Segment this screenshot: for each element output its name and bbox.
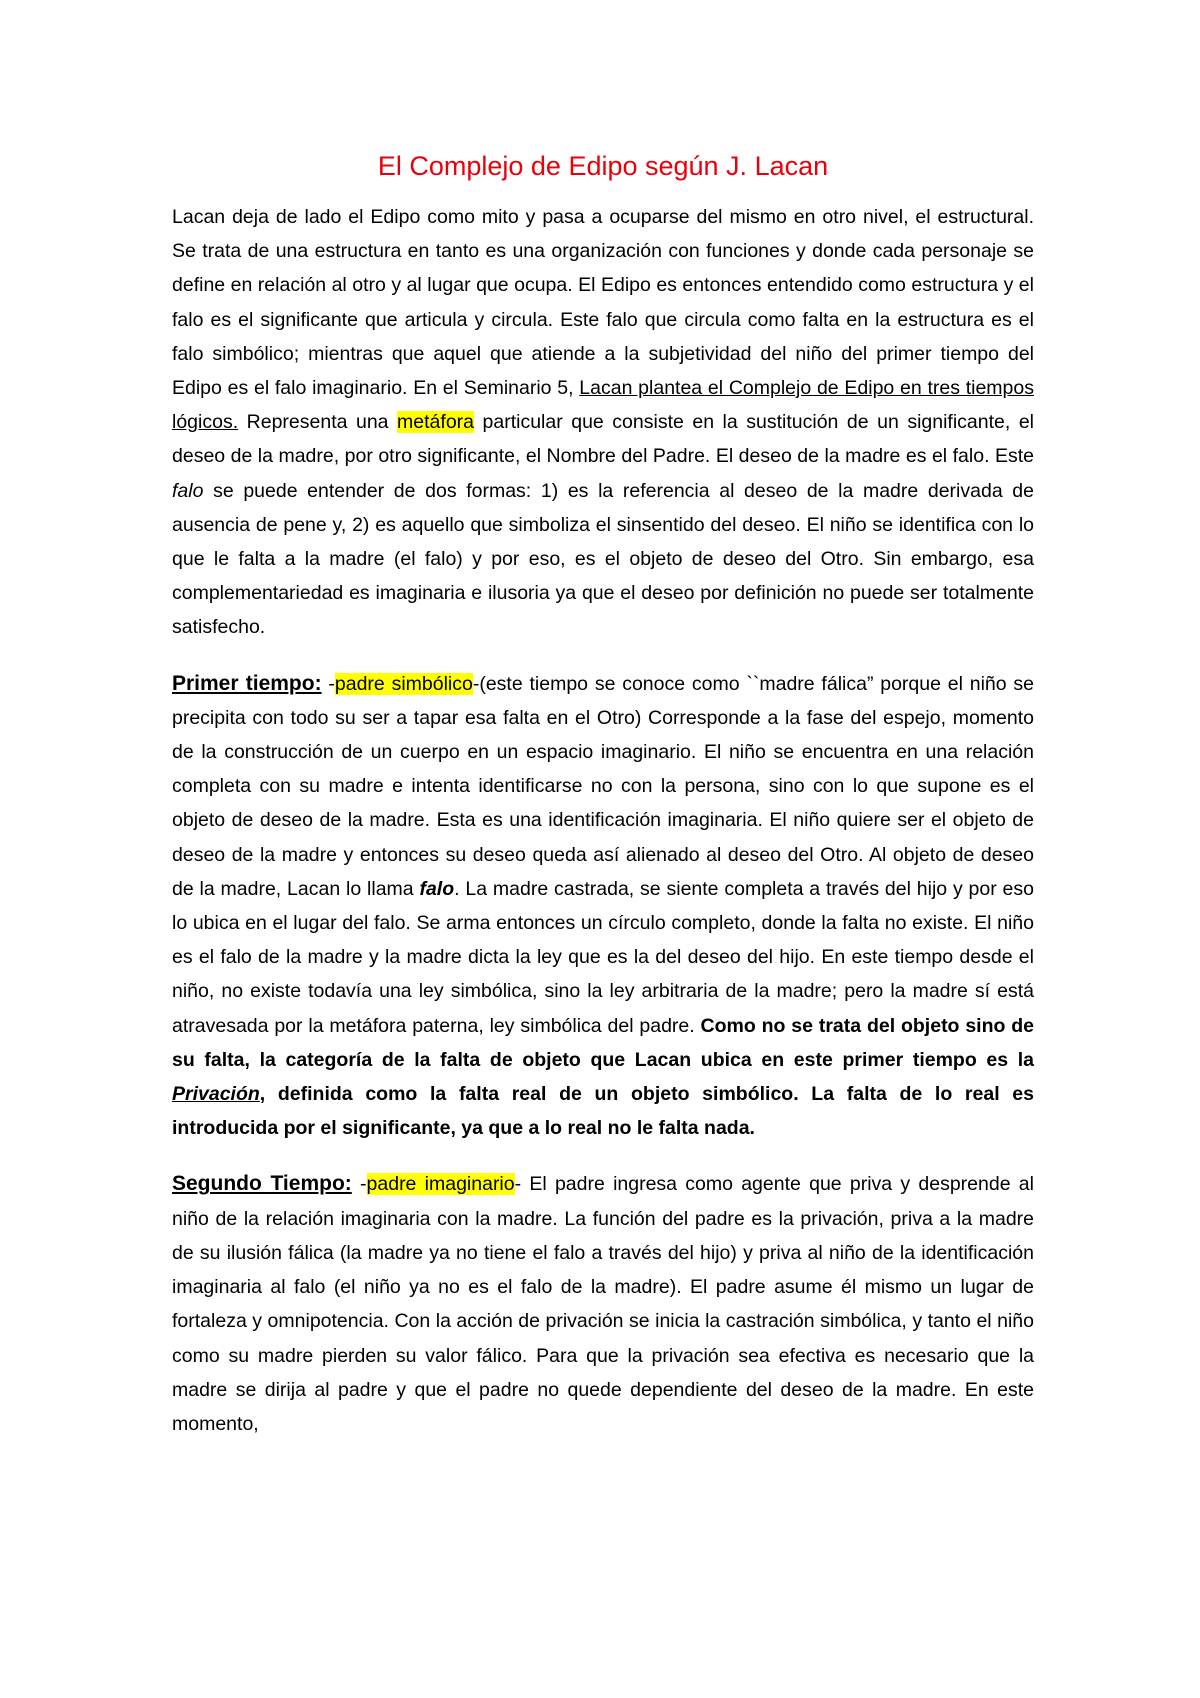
segundo-tiempo-heading: Segundo Tiempo: (172, 1172, 352, 1196)
intro-text-4: se puede entender de dos formas: 1) es la referencia al deseo de la madre derivada de ausencia de pene y, 2) es aquello que simboliza el sinsentido del deseo. El niño se identifica con lo que le falta a la madre (el falo) y por eso, es el objeto de deseo del Otro. Sin embargo, esa complementariedad es imaginaria e ilusoria ya que el deseo por definición no puede ser totalmente satisfecho. (172, 479, 1034, 639)
intro-underlined-text: Lacan plantea el Complejo de Edipo en tres tiempos lógicos. (172, 377, 1034, 434)
padre-imaginario-highlight: padre imaginario (366, 1173, 515, 1196)
paragraph-primer-tiempo (172, 667, 1034, 1146)
intro-text-1: Lacan deja de lado el Edipo como mito y pasa a ocuparse del mismo en otro nivel, el estructural. Se trata de una estructura en tanto es una organización con funciones y donde cada personaje se define en relación al otro y al lugar que ocupa. El Edipo es entonces entendido como estructura y el falo es el significante que articula y circula. Este falo que circula como falta en la estructura es el falo simbólico; mientras que aquel que atiende a la subjetividad del niño del primer tiempo del Edipo es el falo imaginario. En el Seminario 5, (172, 206, 1034, 400)
intro-text-3: particular que consiste en la sustitución de un significante, el deseo de la madre, por otro significante, el Nombre del Padre. El deseo de la madre es el falo. Este (172, 411, 1034, 468)
primer-tiempo-heading: Primer tiempo: (172, 671, 322, 695)
primer-tiempo-dash: - (321, 672, 335, 695)
falo-bold-italic: falo (419, 877, 455, 900)
document-title: El Complejo de Edipo según J. Lacan (377, 151, 829, 181)
paragraph-segundo-tiempo (172, 1167, 1034, 1441)
primer-tiempo-text-2: . La madre castrada, se siente completa a través del hijo y por eso lo ubica en el lugar del falo. Se arma entonces un círculo completo, donde la falta no existe. El niño es el falo de la madre y la madre dicta la ley que es la del deseo del hijo. En este tiempo desde el niño, no existe todavía una ley simbólica, sino la ley arbitraria de la madre; pero la madre sí está atravesada por la metáfora paterna, ley simbólica del padre. (172, 877, 1034, 1037)
intro-text-2: Representa una (238, 411, 398, 434)
paragraph-intro (172, 200, 1034, 645)
segundo-tiempo-text-1: - El padre ingresa como agente que priva y desprende al niño de la relación imaginaria con la madre. La función del padre es la privación, priva a la madre de su ilusión fálica (la madre ya no tiene el falo a través del hijo) y priva al niño de la identificación imaginaria al falo (el niño ya no es el falo de la madre). El padre asume él mismo un lugar de fortaleza y omnipotencia. Con la acción de privación se inicia la castración simbólica, y tanto el niño como su madre pierden su valor fálico. Para que la privación sea efectiva es necesario que la madre se dirija al padre y que el padre no quede dependiente del deseo de la madre. En este momento, (172, 1173, 1034, 1435)
primer-tiempo-text-1: -(este tiempo se conoce como ``madre fálica” porque el niño se precipita con todo su ser a tapar esa falta en el Otro) Corresponde a la fase del espejo, momento de la construcción de un cuerpo en un espacio imaginario. El niño se encuentra en una relación completa con su madre e intenta identificarse no con la persona, sino con lo que supone es el objeto de deseo de la madre. Esta es una identificación imaginaria. El niño quiere ser el objeto de deseo de la madre y entonces su deseo queda así alienado al deseo del Otro. Al objeto de deseo de la madre, Lacan lo llama (172, 672, 1034, 900)
falo-italic: falo (172, 479, 204, 502)
segundo-tiempo-dash: - (351, 1173, 367, 1196)
primer-tiempo-bold-1: Como no se trata del objeto sino de su falta, la categoría de la falta de objeto que Lacan ubica en este primer tiempo es la (172, 1014, 1035, 1071)
primer-tiempo-bold-2: , definida como la falta real de un objeto simbólico. La falta de lo real es introducida por el significante, ya que a lo real no le falta nada. (172, 1083, 1034, 1140)
privacion-term: Privación (172, 1083, 260, 1106)
padre-simbolico-highlight: padre simbólico (334, 672, 473, 695)
metafora-highlight: metáfora (397, 411, 474, 434)
document-body (172, 146, 1034, 1441)
